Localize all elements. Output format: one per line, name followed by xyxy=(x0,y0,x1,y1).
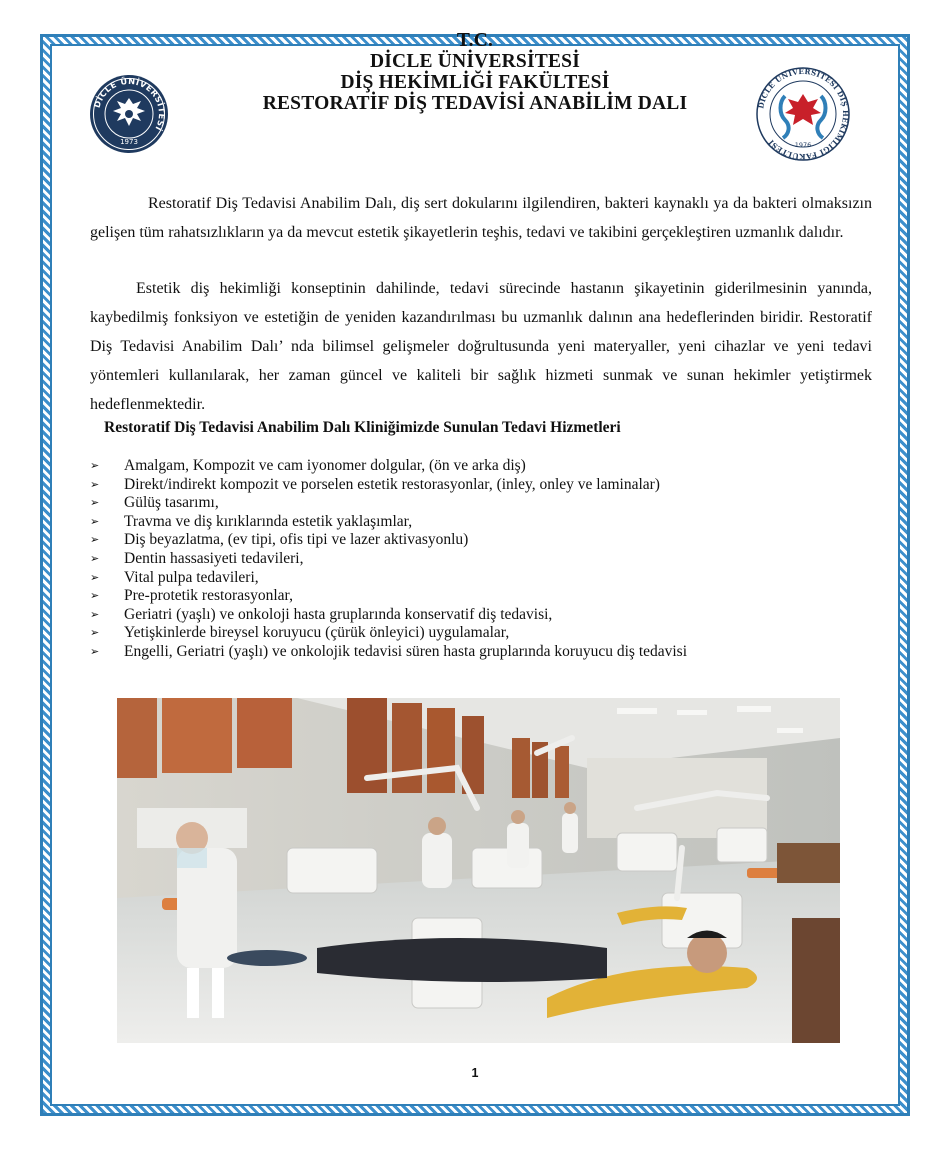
list-item-text: Diş beyazlatma, (ev tipi, ofis tipi ve lazer aktivasyonlu) xyxy=(124,531,469,549)
list-item xyxy=(90,476,687,495)
list-item-text: Gülüş tasarımı, xyxy=(124,494,219,512)
header-line-university: DİCLE ÜNİVERSİTESİ xyxy=(369,51,581,72)
arrow-bullet-icon: ➢ xyxy=(90,460,100,472)
services-list xyxy=(90,457,687,662)
intro-paragraph xyxy=(90,189,872,247)
arrow-bullet-icon: ➢ xyxy=(90,552,100,565)
clinic-photo xyxy=(117,698,840,1043)
list-item xyxy=(90,457,687,476)
intro-paragraph-text: Restoratif Diş Tedavisi Anabilim Dalı, diş sert dokularını ilgilendiren, bakteri kaynaklı ya da bakteri olmaksızın gelişen tüm rahatsızlıkların ya da mevcut estetik şikayetlerin teşhis, tedavi ve takibini gerçekleştiren uzmanlık dalıdır. xyxy=(90,195,872,241)
list-item xyxy=(90,531,687,550)
header-line-tc: T.C. xyxy=(456,30,494,51)
arrow-bullet-icon: ➢ xyxy=(90,497,100,510)
list-item-text: Geriatri (yaşlı) ve onkoloji hasta gruplarında konservatif diş tedavisi, xyxy=(124,605,553,623)
arrow-bullet-icon: ➢ xyxy=(90,608,100,621)
arrow-bullet-icon: ➢ xyxy=(90,534,100,547)
svg-text:1976: 1976 xyxy=(794,141,812,149)
document-header xyxy=(0,30,950,114)
list-item xyxy=(90,550,687,569)
aesthetic-paragraph xyxy=(90,274,872,419)
arrow-bullet-icon: ➢ xyxy=(90,645,100,658)
list-item-text: Travma ve diş kırıklarında estetik yaklaşımlar, xyxy=(124,512,413,530)
header-line-department: RESTORATİF DİŞ TEDAVİSİ ANABİLİM DALI xyxy=(262,93,688,114)
aesthetic-paragraph-text: Estetik diş hekimliği konseptinin dahilinde, tedavi sürecinde hastanın şikayetinin giderilmesinin yanında, kaybedilmiş fonksiyon ve estetiğin de yeniden kazandırılması bu uzmanlık dalının ana hedeflerinden biridir. Restoratif Diş Tedavisi Anabilim Dalı’ nda bilimsel gelişmeler doğrultusunda yeni materyaller, yeni cihazlar ve yeni tedavi yöntemleri kullanılarak, her zaman güncel ve kaliteli bir sağlık hizmeti sunmak ve sunan hekimler yetiştirmek hedeflenmektedir. xyxy=(90,280,872,413)
svg-text:DİCLE ÜNİVERSİTESİ: DİCLE ÜNİVERSİTESİ xyxy=(91,75,168,133)
list-item xyxy=(90,494,687,513)
arrow-bullet-icon: ➢ xyxy=(90,627,100,640)
svg-text:1973: 1973 xyxy=(120,138,138,146)
list-item-text: Amalgam, Kompozit ve cam iyonomer dolgular, (ön ve arka diş) xyxy=(124,457,526,474)
list-item xyxy=(90,569,687,588)
list-item xyxy=(90,643,687,662)
list-item xyxy=(90,513,687,532)
list-item-text: Vital pulpa tedavileri, xyxy=(124,568,259,586)
arrow-bullet-icon: ➢ xyxy=(90,590,100,603)
list-item-text: Dentin hassasiyeti tedavileri, xyxy=(124,549,304,567)
page-number: 1 xyxy=(471,1066,479,1080)
arrow-bullet-icon: ➢ xyxy=(90,571,100,584)
arrow-bullet-icon: ➢ xyxy=(90,515,100,528)
list-item-text: Engelli, Geriatri (yaşlı) ve onkolojik tedavisi süren hasta gruplarında koruyucu diş tedavisi xyxy=(124,642,688,660)
list-item-text: Pre-protetik restorasyonlar, xyxy=(124,587,293,605)
header-line-faculty: DİŞ HEKİMLİĞİ FAKÜLTESİ xyxy=(340,72,610,93)
list-item xyxy=(90,606,687,625)
svg-text:DİCLE ÜNİVERSİTESİ DİŞ HEKİMLİ: DİCLE ÜNİVERSİTESİ DİŞ HEKİMLİĞİ FAKÜLTESİ xyxy=(756,66,851,162)
list-item-text: Direkt/indirekt kompozit ve porselen estetik restorasyonlar, (inley, onley ve laminalar) xyxy=(124,475,660,493)
list-item xyxy=(90,624,687,643)
arrow-bullet-icon: ➢ xyxy=(90,478,100,491)
list-item-text: Yetişkinlerde bireysel koruyucu (çürük önleyici) uygulamalar, xyxy=(124,624,510,642)
list-item xyxy=(90,587,687,606)
services-title: Restoratif Diş Tedavisi Anabilim Dalı Kliniğimizde Sunulan Tedavi Hizmetleri xyxy=(104,419,621,436)
